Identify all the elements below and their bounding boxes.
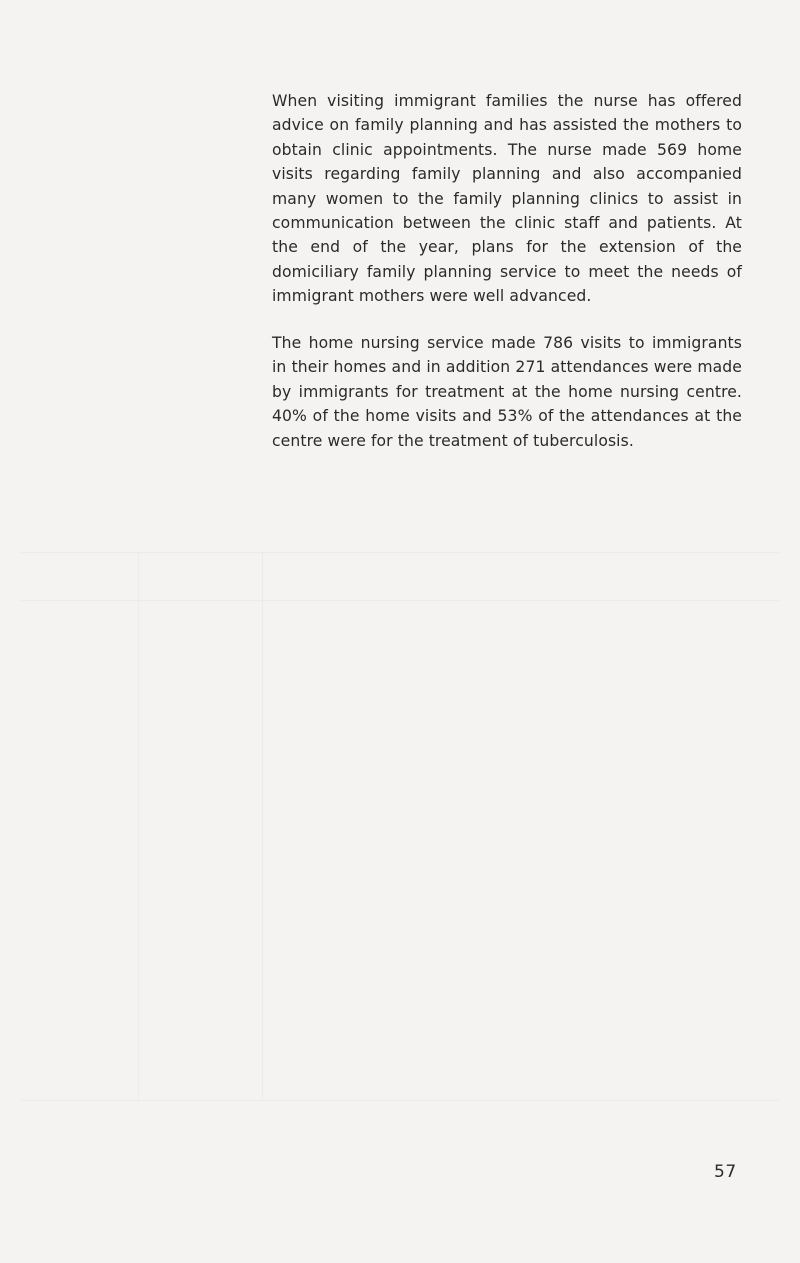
paragraph-family-planning: When visiting immigrant families the nurse has offered advice on family planning and has assisted the mothers to obtain clinic appointments. The nurse made 569 home visits regarding family planning and also accompanied many women to the family planning clinics to assist in communication between the clinic staff and patients. At the end of the year, plans for the extension of the domiciliary family planning service to meet the needs of immigrant mothers were well advanced. xyxy=(272,92,742,306)
show-through-line xyxy=(138,552,139,1100)
show-through-line xyxy=(20,1100,780,1101)
show-through-line xyxy=(20,552,780,553)
paragraph-home-nursing: The home nursing service made 786 visits to immigrants in their homes and in addition 271 attendances were made by immigrants for treatment at the home nursing centre. 40% of the home visits and 53% of the attendances at the centre were for the treatment of tuberculosis. xyxy=(272,334,742,450)
show-through-line xyxy=(262,552,263,1100)
page-number: 57 xyxy=(714,1162,737,1182)
show-through-line xyxy=(20,600,780,601)
